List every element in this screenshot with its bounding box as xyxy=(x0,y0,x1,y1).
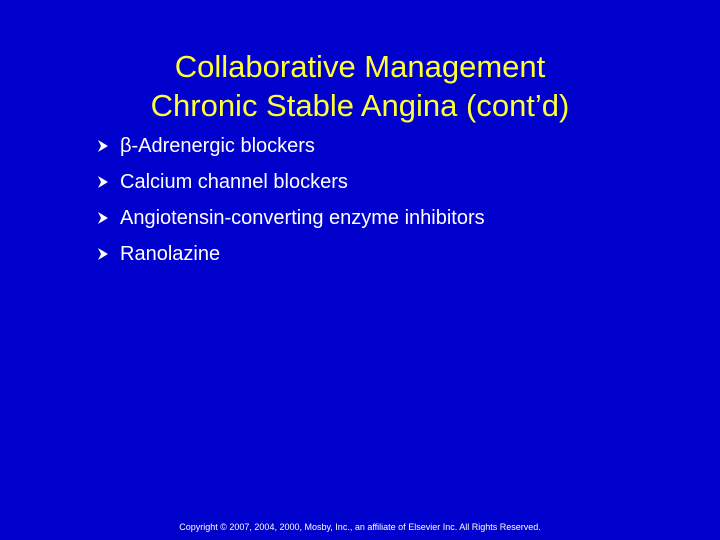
bullet-item xyxy=(96,236,676,272)
slide-title-line-1: Collaborative Management xyxy=(174,48,546,84)
slide-title-line-2: Chronic Stable Angina (cont’d) xyxy=(150,87,570,123)
bullet-text: β-Adrenergic blockers xyxy=(120,135,315,157)
copyright-footer: Copyright © 2007, 2004, 2000, Mosby, Inc., an affiliate of Elsevier Inc. All Rights Reserved. xyxy=(179,522,541,532)
slide-title xyxy=(60,47,660,125)
bullet-list xyxy=(96,128,676,272)
bullet-text: Ranolazine xyxy=(120,243,221,265)
bullet-item xyxy=(96,200,676,236)
arrow-bullet-icon xyxy=(96,200,120,236)
bullet-item xyxy=(96,164,676,200)
arrow-bullet-icon xyxy=(96,128,120,164)
arrow-bullet-icon xyxy=(96,164,120,200)
arrow-bullet-icon xyxy=(96,236,120,272)
bullet-text: Calcium channel blockers xyxy=(120,171,348,193)
bullet-item xyxy=(96,128,676,164)
bullet-text: Angiotensin-converting enzyme inhibitors xyxy=(120,207,485,229)
